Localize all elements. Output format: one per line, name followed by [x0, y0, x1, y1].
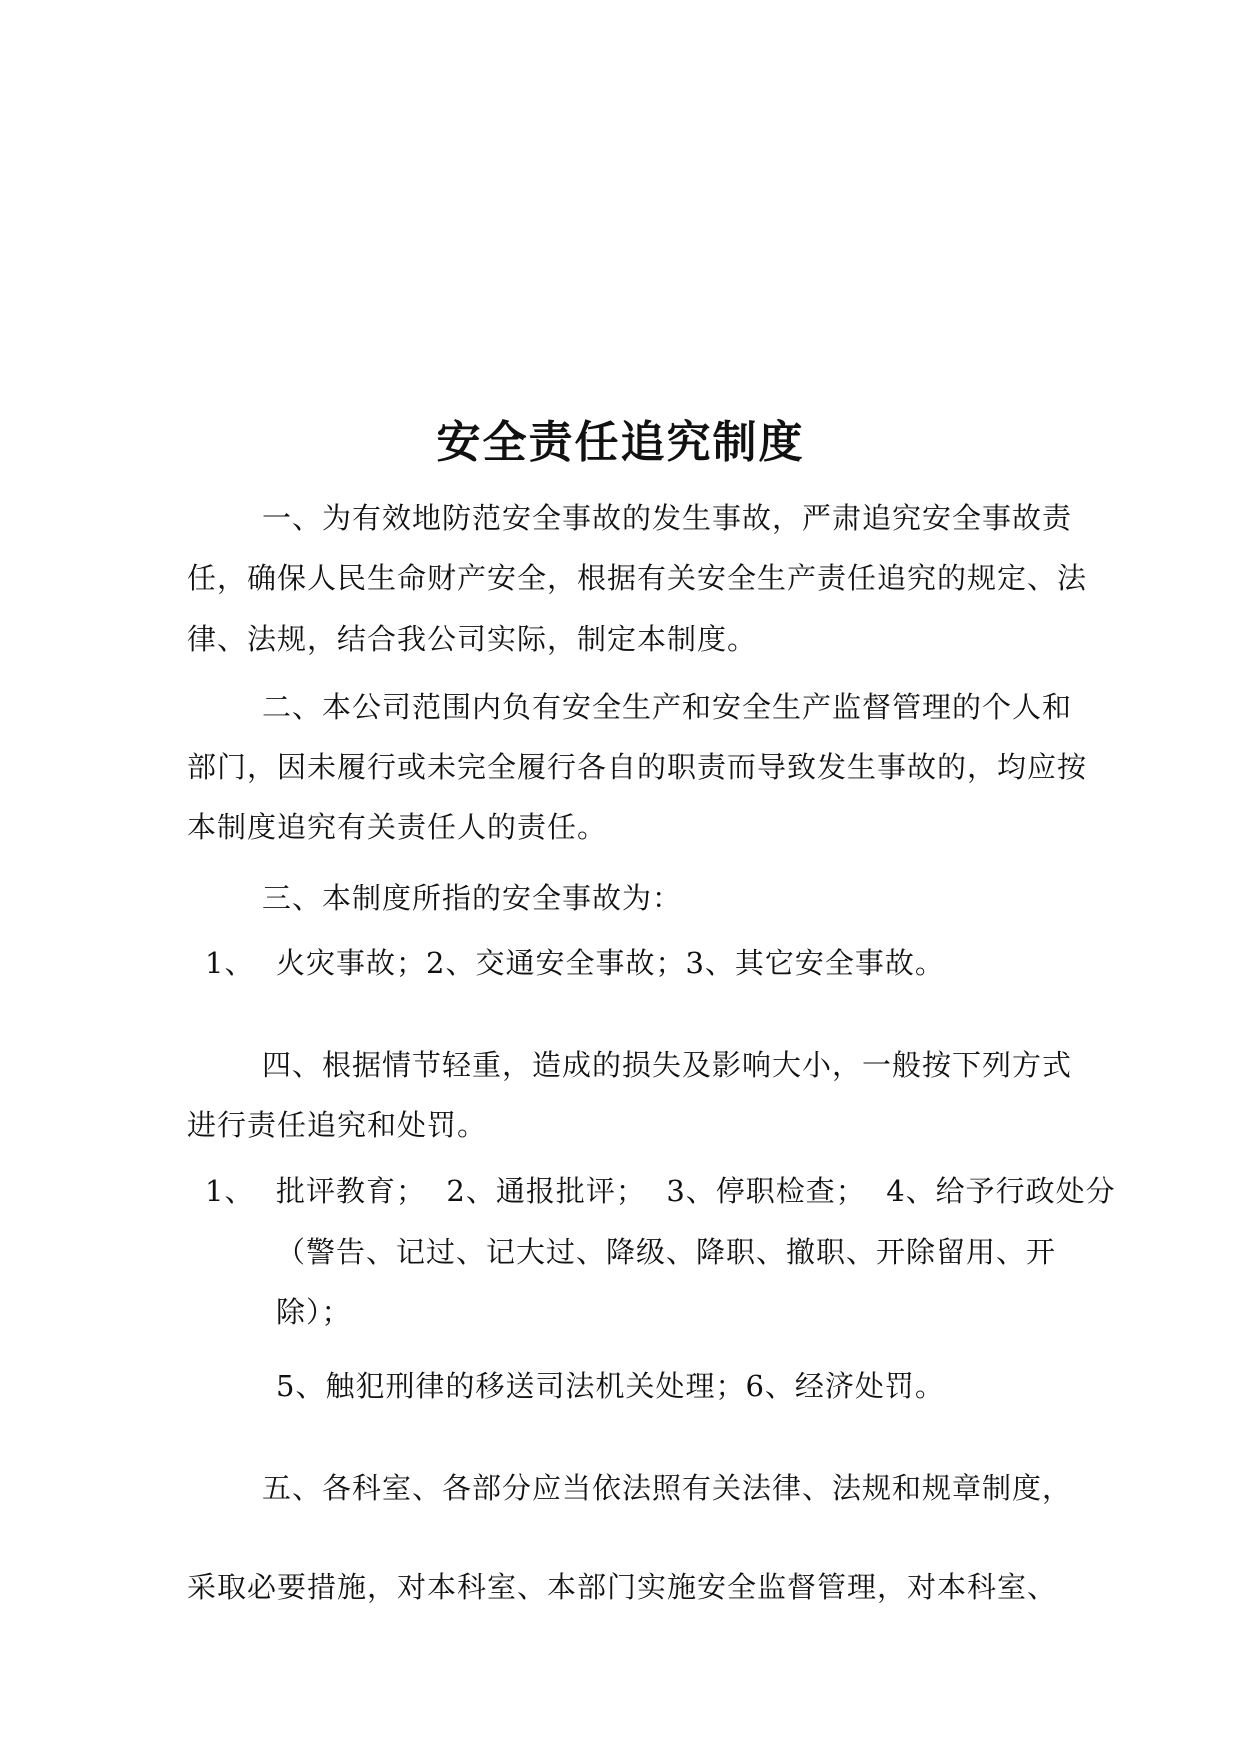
paragraph-2-line-1: 二、本公司范围内负有安全生产和安全生产监督管理的个人和	[262, 690, 1073, 724]
paragraph-3-line-1: 三、本制度所指的安全事故为：	[262, 881, 683, 915]
list-2-line-3: 除）；	[276, 1295, 352, 1329]
paragraph-4-line-1: 四、根据情节轻重，造成的损失及影响大小，一般按下列方式	[262, 1048, 1073, 1082]
paragraph-1-line-2: 任，确保人民生命财产安全，根据有关安全生产责任追究的规定、法	[187, 561, 1088, 595]
paragraph-1-line-3: 律、法规，结合我公司实际，制定本制度。	[187, 622, 758, 656]
paragraph-2-line-3: 本制度追究有关责任人的责任。	[187, 810, 608, 844]
document-title: 安全责任追究制度	[436, 417, 805, 468]
paragraph-5-line-1: 五、各科室、各部分应当依法照有关法律、法规和规章制度，	[262, 1471, 1073, 1505]
list-2-line-2: （警告、记过、记大过、降级、降职、撤职、开除留用、开	[276, 1235, 1057, 1269]
list-2-line-4: 5、触犯刑律的移送司法机关处理；6、经济处罚。	[276, 1369, 945, 1403]
paragraph-5-line-2: 采取必要措施，对本科室、本部门实施安全监督管理，对本科室、	[187, 1570, 1058, 1604]
paragraph-2-line-2: 部门，因未履行或未完全履行各自的职责而导致发生事故的，均应按	[187, 750, 1088, 784]
paragraph-4-line-2: 进行责任追究和处罚。	[187, 1108, 488, 1142]
list-2-marker: 1、	[205, 1174, 255, 1208]
paragraph-1-line-1: 一、为有效地防范安全事故的发生事故，严肃追究安全事故责	[262, 501, 1073, 535]
list-1-line-1: 火灾事故；2、交通安全事故；3、其它安全事故。	[276, 946, 945, 980]
list-1-marker: 1、	[205, 946, 255, 980]
list-2-line-1: 批评教育； 2、通报批评； 3、停职检查； 4、给予行政处分	[276, 1174, 1116, 1208]
